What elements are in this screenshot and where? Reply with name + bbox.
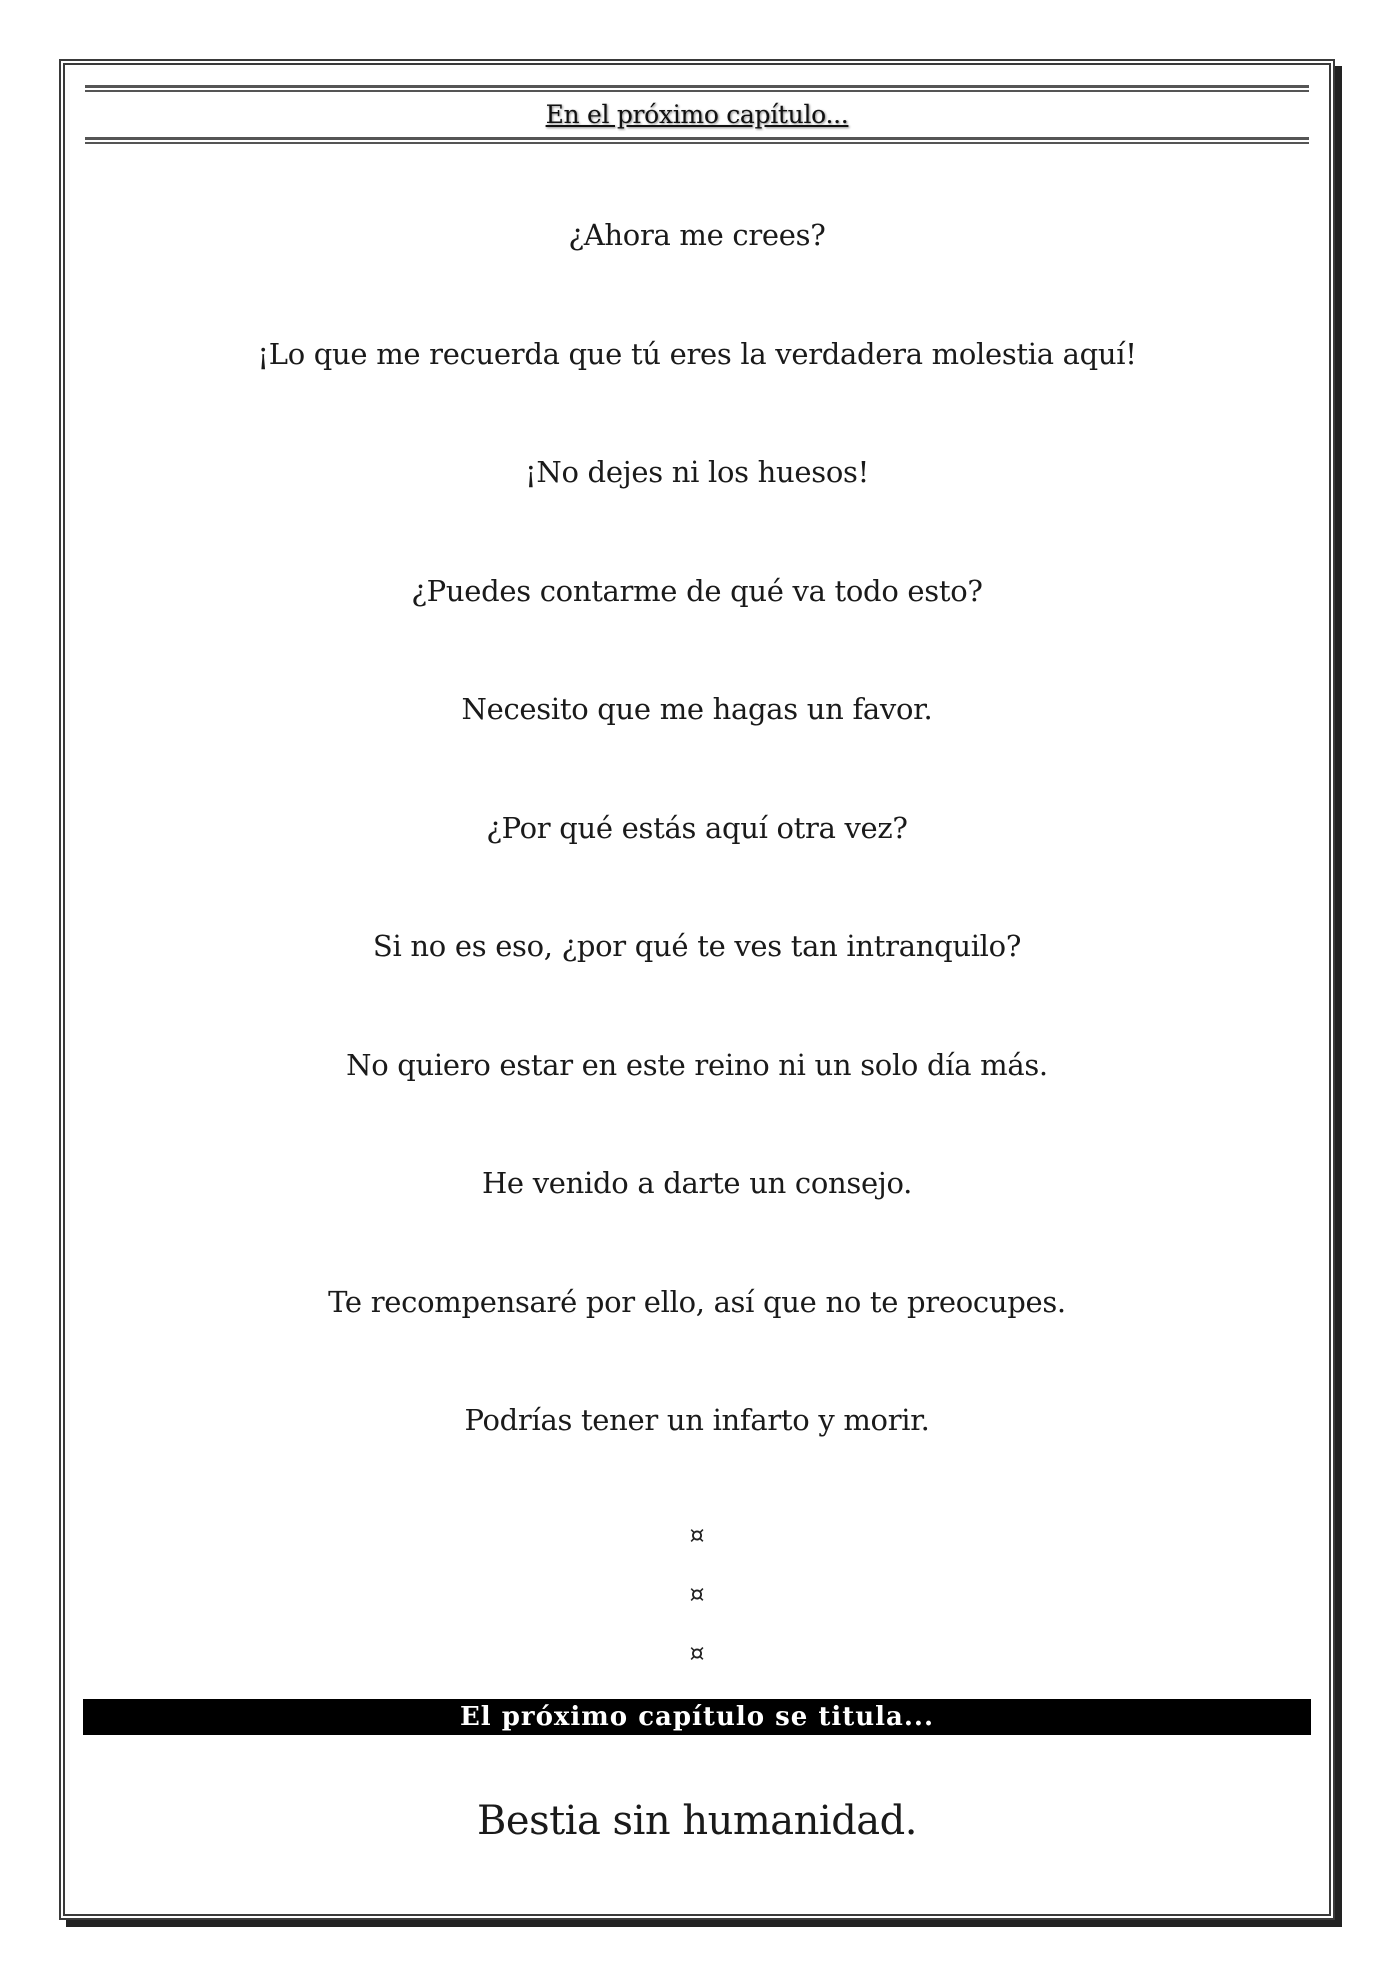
preview-line: Te recompensaré por ello, así que no te preocupes. <box>328 1284 1066 1319</box>
header-rule-top <box>85 85 1309 92</box>
preview-line: No quiero estar en este reino ni un solo día más. <box>346 1047 1048 1082</box>
preview-line: ¡No dejes ni los huesos! <box>525 455 869 489</box>
preview-line: ¿Puedes contarme de qué va todo esto? <box>411 573 983 608</box>
separator-group <box>65 1520 1329 1697</box>
next-chapter-banner: El próximo capítulo se titula... <box>83 1699 1311 1735</box>
page-frame <box>63 63 1331 1916</box>
separator-glyph: ¤ <box>689 1580 705 1608</box>
preview-line: He venido a darte un consejo. <box>481 1166 913 1200</box>
preview-lines <box>65 215 1329 1519</box>
preview-line: ¿Por qué estás aquí otra vez? <box>486 810 908 845</box>
preview-line: ¡Lo que me recuerda que tú eres la verdadera molestia aquí! <box>257 336 1137 371</box>
header-rule-bottom <box>85 137 1309 144</box>
preview-line: ¿Ahora me crees? <box>568 218 826 252</box>
preview-line: Necesito que me hagas un favor. <box>461 692 933 726</box>
preview-line: Podrías tener un infarto y morir. <box>464 1403 930 1437</box>
preview-line: Si no es eso, ¿por qué te ves tan intranquilo? <box>372 929 1022 963</box>
separator-glyph: ¤ <box>689 1639 705 1667</box>
separator-glyph: ¤ <box>689 1521 705 1549</box>
header-title: En el próximo capítulo... <box>545 100 849 129</box>
next-chapter-title: Bestia sin humanidad. <box>477 1798 917 1844</box>
